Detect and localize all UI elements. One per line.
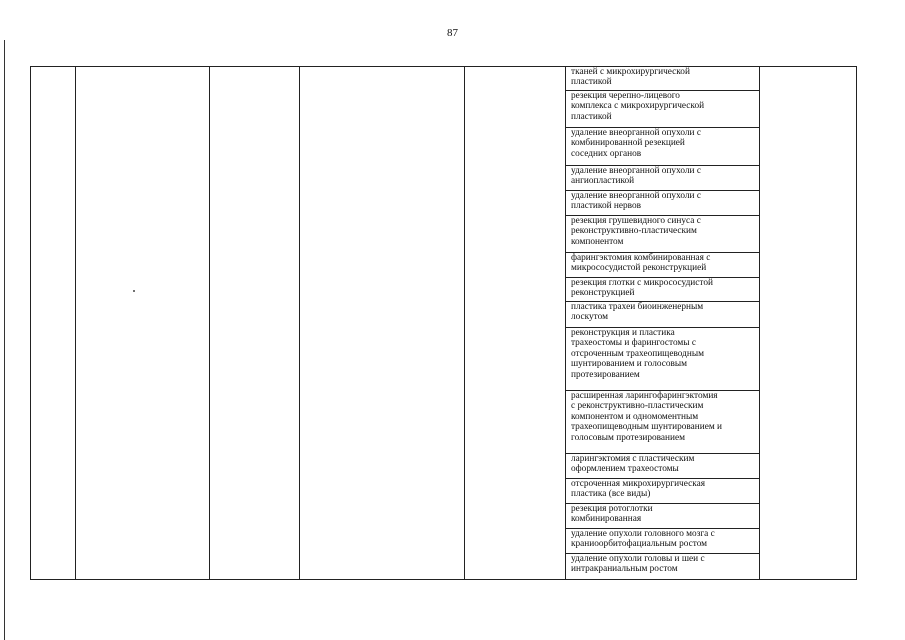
page-number: 87 — [447, 27, 458, 39]
procedure-cell: реконструкция и пластика трахеостомы и фарингостомы с отсроченным трахеопищеводным шунтированием и голосовым протезированием — [566, 328, 759, 391]
margin-rule — [4, 40, 5, 640]
procedure-cell: резекция глотки с микрососудистой реконструкцией — [566, 278, 759, 302]
procedure-cell: удаление внеорганной опухоли с пластикой нервов — [566, 191, 759, 216]
procedure-cell: ларингэктомия с пластическим оформлением трахеостомы — [566, 454, 759, 479]
procedure-cell: пластика трахеи биоинженерным лоскутом — [566, 302, 759, 328]
column-divider — [464, 67, 465, 579]
procedure-cell: резекция ротоглотки комбинированная — [566, 504, 759, 529]
procedure-cell: тканей с микрохирургической пластикой — [566, 67, 759, 91]
procedure-cell: отсроченная микрохирургическая пластика (все виды) — [566, 479, 759, 504]
procedure-cell: удаление внеорганной опухоли с комбинированной резекцией соседних органов — [566, 128, 759, 166]
procedure-cell: резекция грушевидного синуса с реконструктивно-пластическим компонентом — [566, 216, 759, 253]
procedure-cell: удаление внеорганной опухоли с ангиопластикой — [566, 166, 759, 191]
procedures-table — [30, 66, 857, 580]
column-divider — [759, 67, 760, 579]
column-divider — [299, 67, 300, 579]
procedure-cell: расширенная ларингофарингэктомия с реконструктивно-пластическим компонентом и одномоментным трахеопищеводным шунтированием и голосовым протезированием — [566, 391, 759, 454]
column-divider — [75, 67, 76, 579]
procedure-cell: удаление опухоли головного мозга с краниоорбитофациальным ростом — [566, 529, 759, 554]
procedure-cell: фарингэктомия комбинированная с микрососудистой реконструкцией — [566, 253, 759, 278]
procedures-column — [566, 67, 759, 579]
column-divider — [209, 67, 210, 579]
procedure-cell: резекция черепно-лицевого комплекса с микрохирургической пластикой — [566, 91, 759, 128]
procedure-cell: удаление опухоли головы и шеи с интракраниальным ростом — [571, 554, 705, 575]
